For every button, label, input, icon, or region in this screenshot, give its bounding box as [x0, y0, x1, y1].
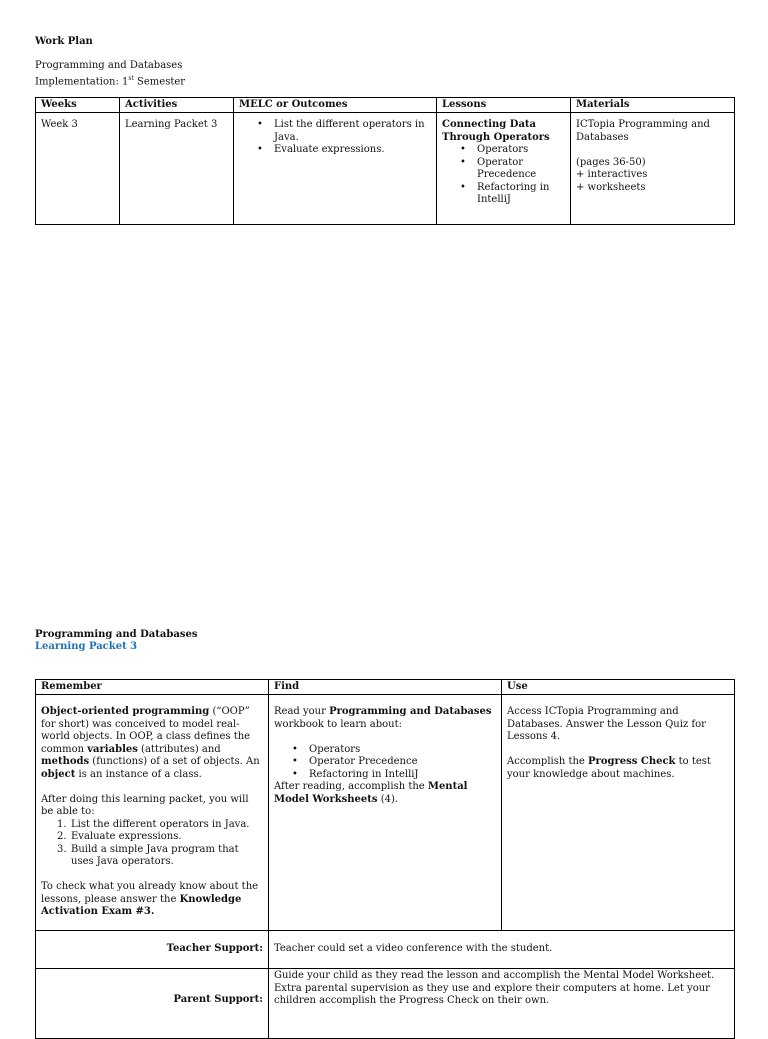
packet-header-row — [36, 680, 735, 695]
list-item: • Refactoring in IntelliJ — [442, 182, 565, 207]
workplan-implementation: Implementation: 1st Semester — [35, 74, 186, 87]
after-paragraph: After doing this learning packet, you will be able to: — [41, 793, 249, 817]
read-paragraph: Read your Programming and Databases workbook to learn about: — [274, 706, 492, 730]
workplan-table — [35, 97, 735, 225]
list-item: • Operator Precedence — [442, 157, 565, 182]
list-item: • Operator Precedence — [274, 756, 496, 769]
packet-title: Learning Packet 3 — [35, 641, 138, 652]
outcomes-list — [239, 119, 431, 157]
lesson-items-list — [442, 144, 565, 207]
progress-paragraph: Accomplish the Progress Check to test your knowledge about machines. — [507, 756, 711, 780]
table-row — [36, 113, 735, 225]
workplan-header-row — [36, 98, 735, 113]
lesson-title: Connecting Data Through Operators — [442, 119, 550, 143]
topics-list — [274, 744, 496, 782]
parent-support-text: Guide your child as they read the lesson and accomplish the Mental Model Worksheet. Extra parental supervision as they use and explore their computers at home. Let your children accomplish the Progress Check on their own. — [269, 969, 735, 1039]
list-item: • Refactoring in IntelliJ — [274, 769, 496, 782]
materials-title: ICTopia Programming and Databases — [576, 119, 710, 143]
teacher-support-text: Teacher could set a video conference with the student. — [269, 931, 735, 969]
list-item: 2. Evaluate expressions. — [57, 831, 182, 842]
workplan-subject: Programming and Databases — [35, 60, 183, 71]
parent-support-label: Parent Support: — [36, 969, 269, 1039]
materials-extra: + interactives — [576, 169, 648, 180]
list-item: • Evaluate expressions. — [239, 144, 431, 157]
materials-cell — [571, 113, 735, 225]
workplan-title: Work Plan — [35, 36, 93, 47]
col-header-melc: MELC or Outcomes — [234, 98, 437, 113]
activity-cell: Learning Packet 3 — [120, 113, 234, 225]
lessons-cell — [437, 113, 571, 225]
list-item: 1. List the different operators in Java. — [57, 818, 250, 830]
col-header-materials: Materials — [571, 98, 735, 113]
col-header-use: Use — [502, 680, 735, 695]
list-item: • Operators — [442, 144, 565, 157]
table-row — [36, 695, 735, 931]
parent-support-row — [36, 969, 735, 1039]
list-item: • List the different operators in Java. — [239, 119, 431, 144]
list-item: 3. Build a simple Java program that uses Java operators. — [57, 843, 239, 867]
check-paragraph: To check what you already know about the lessons, please answer the Knowledge Activation Exam #3. — [41, 881, 259, 917]
remember-cell — [36, 695, 269, 931]
packet-subject: Programming and Databases — [35, 629, 198, 640]
outcomes-cell — [234, 113, 437, 225]
after-reading-paragraph: After reading, accomplish the Mental Model Worksheets (4). — [274, 781, 468, 805]
week-cell: Week 3 — [36, 113, 120, 225]
col-header-find: Find — [269, 680, 502, 695]
col-header-lessons: Lessons — [437, 98, 571, 113]
use-cell — [502, 695, 735, 931]
workplan-header-info — [35, 60, 185, 88]
col-header-activities: Activities — [120, 98, 234, 113]
materials-pages: (pages 36-50) — [576, 156, 646, 168]
teacher-support-row — [36, 931, 735, 969]
packet-table — [35, 679, 735, 1039]
teacher-support-label: Teacher Support: — [36, 931, 269, 969]
find-cell — [269, 695, 502, 931]
access-paragraph: Access ICTopia Programming and Databases. Answer the Lesson Quiz for Lessons 4. — [507, 706, 706, 742]
oop-paragraph: Object-oriented programming (“OOP” for short) was conceived to model real-world objects. In OOP, a class defines the common variables (attributes) and methods (functions) of a set of objects. An object is an instance of a class. — [41, 706, 260, 780]
list-item: • Operators — [274, 744, 496, 757]
materials-extra: + worksheets — [576, 181, 646, 193]
col-header-weeks: Weeks — [36, 98, 120, 113]
col-header-remember: Remember — [36, 680, 269, 695]
objectives-list — [41, 819, 263, 869]
